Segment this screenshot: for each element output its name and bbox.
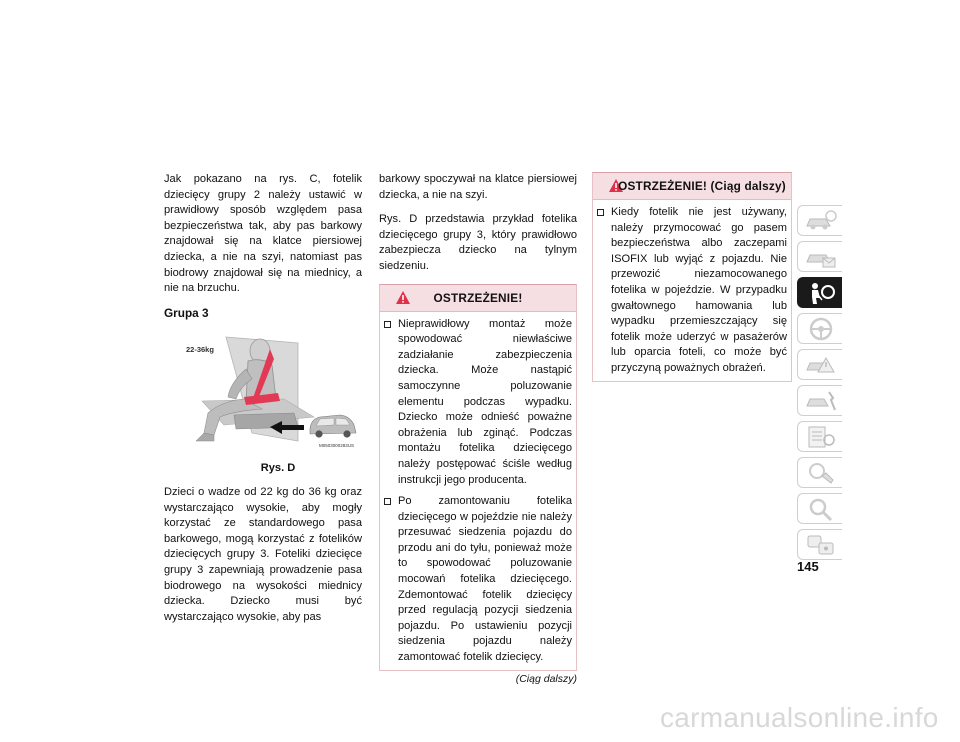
car-crash-icon <box>804 352 838 378</box>
tab-car-crash[interactable] <box>797 349 842 380</box>
tab-steering[interactable] <box>797 313 842 344</box>
airbag-safety-icon <box>804 280 838 306</box>
tab-language[interactable] <box>797 529 842 560</box>
warning-body <box>593 200 791 381</box>
warning-item-text: Po zamontowaniu fotelika dziecięcego w pojeździe nie należy przesuwać siedzenia pojazdu do przodu ani do tyłu, ponieważ może to spowodować poluzowanie mocowań fotelika dziecięcego. Zdemontować fotelik dziecięcy przed regulacją pozycji siedzenia pojazdu. Po ustawieniu pozycji siedzenia pojazdu należy zamontować fotelik dziecięcy. <box>398 495 572 664</box>
car-info-icon <box>804 208 838 234</box>
steering-wheel-icon <box>804 316 838 342</box>
tab-car-info[interactable] <box>797 205 842 236</box>
tab-multimedia[interactable] <box>797 457 842 488</box>
figure-child-booster-seat <box>164 329 362 461</box>
tab-car-envelope[interactable] <box>797 241 842 272</box>
page-number: 145 <box>797 559 819 574</box>
square-bullet-icon <box>597 209 604 216</box>
car-envelope-icon <box>804 244 838 270</box>
car-service-icon <box>804 388 838 414</box>
warning-item <box>597 205 787 377</box>
figure-code: M0503000283US <box>319 443 355 449</box>
tab-car-service[interactable] <box>797 385 842 416</box>
maintenance-list-icon <box>804 424 838 450</box>
group3-paragraph: Dzieci o wadze od 22 kg do 36 kg oraz wystarczająco wysokie, aby mogły korzystać ze standardowego pasa barkowego, mogą korzystać z fotelików dziecięcych grupy 3. Foteliki dziecięce grupy 3 zapewniają prowadzenie pasa biodrowego na wysokości miednicy dziecka. Dziecko musi być wystarczająco wysokie, aby pas <box>164 485 362 623</box>
figure-description-paragraph: Rys. D przedstawia przykład fotelika dziecięcego grupy 3, który prawidłowo zabezpiecza dziecko na tylnym siedzeniu. <box>379 213 577 272</box>
warning-title: OSTRZEŻENIE! (Ciąg dalszy) <box>618 179 786 193</box>
left-column <box>164 172 362 634</box>
chapter-tabs <box>797 205 842 565</box>
warning-header <box>593 173 791 200</box>
warning-body <box>380 312 576 670</box>
tab-airbag-safety[interactable] <box>797 277 842 308</box>
figure-caption: Rys. D <box>260 462 296 475</box>
magnifier-icon <box>804 496 838 522</box>
warning-box-continued <box>592 172 792 382</box>
tab-maintenance[interactable] <box>797 421 842 452</box>
language-icon <box>804 532 838 558</box>
middle-column <box>379 172 577 687</box>
watermark: carmanualsonline.info <box>660 702 939 733</box>
square-bullet-icon <box>384 321 391 328</box>
figure-weight-label: 22-36kg <box>186 345 214 355</box>
continuation-paragraph: barkowy spoczywał na klatce piersiowej dziecka, a nie na szyi. <box>379 173 577 201</box>
warning-title: OSTRZEŻENIE! <box>433 290 523 305</box>
car-silhouette <box>310 415 356 438</box>
section-heading-group-3: Grupa 3 <box>164 305 209 320</box>
warning-item-text: Nieprawidłowy montaż może spowodować niewłaściwe zadziałanie zabezpieczenia dziecka. Może nastąpić samoczynne poluzowanie elementu podczas wypadku. Dziecko może odnieść poważne obrażenia lub zginąć. Podczas montażu fotelika dziecięcego należy postępować ściśle według instrukcji jego producenta. <box>398 317 572 486</box>
continued-note: (Ciąg dalszy) <box>515 672 577 685</box>
tab-search[interactable] <box>797 493 842 524</box>
warning-box <box>379 284 577 671</box>
warning-header <box>380 285 576 312</box>
square-bullet-icon <box>384 498 391 505</box>
warning-item <box>384 317 572 489</box>
warning-item <box>384 494 572 666</box>
right-column <box>592 172 792 382</box>
intro-paragraph: Jak pokazano na rys. C, fotelik dziecięcy grupy 2 należy ustawić w prawidłowy sposób względem pasa bezpieczeństwa tak, aby pas barkowy znajdował się na klatce piersiowej dziecka, a nie na szyi, natomiast pas biodrowy znajdował się na miednicy, a nie na brzuchu. <box>164 173 362 295</box>
multimedia-icon <box>804 460 838 486</box>
warning-item-text: Kiedy fotelik nie jest używany, należy przymocować go pasem bezpieczeństwa albo zaczepami ISOFIX lub wyjąć z pojazdu. Nie przewozić niezamocowanego fotelika w pojeździe. W przypadku gwałtownego hamowania lub wypadku przemieszczający się fotelik może uderzyć w pasażerów lub oparcia foteli, co może być przyczyną poważnych obrażeń. <box>611 206 787 374</box>
